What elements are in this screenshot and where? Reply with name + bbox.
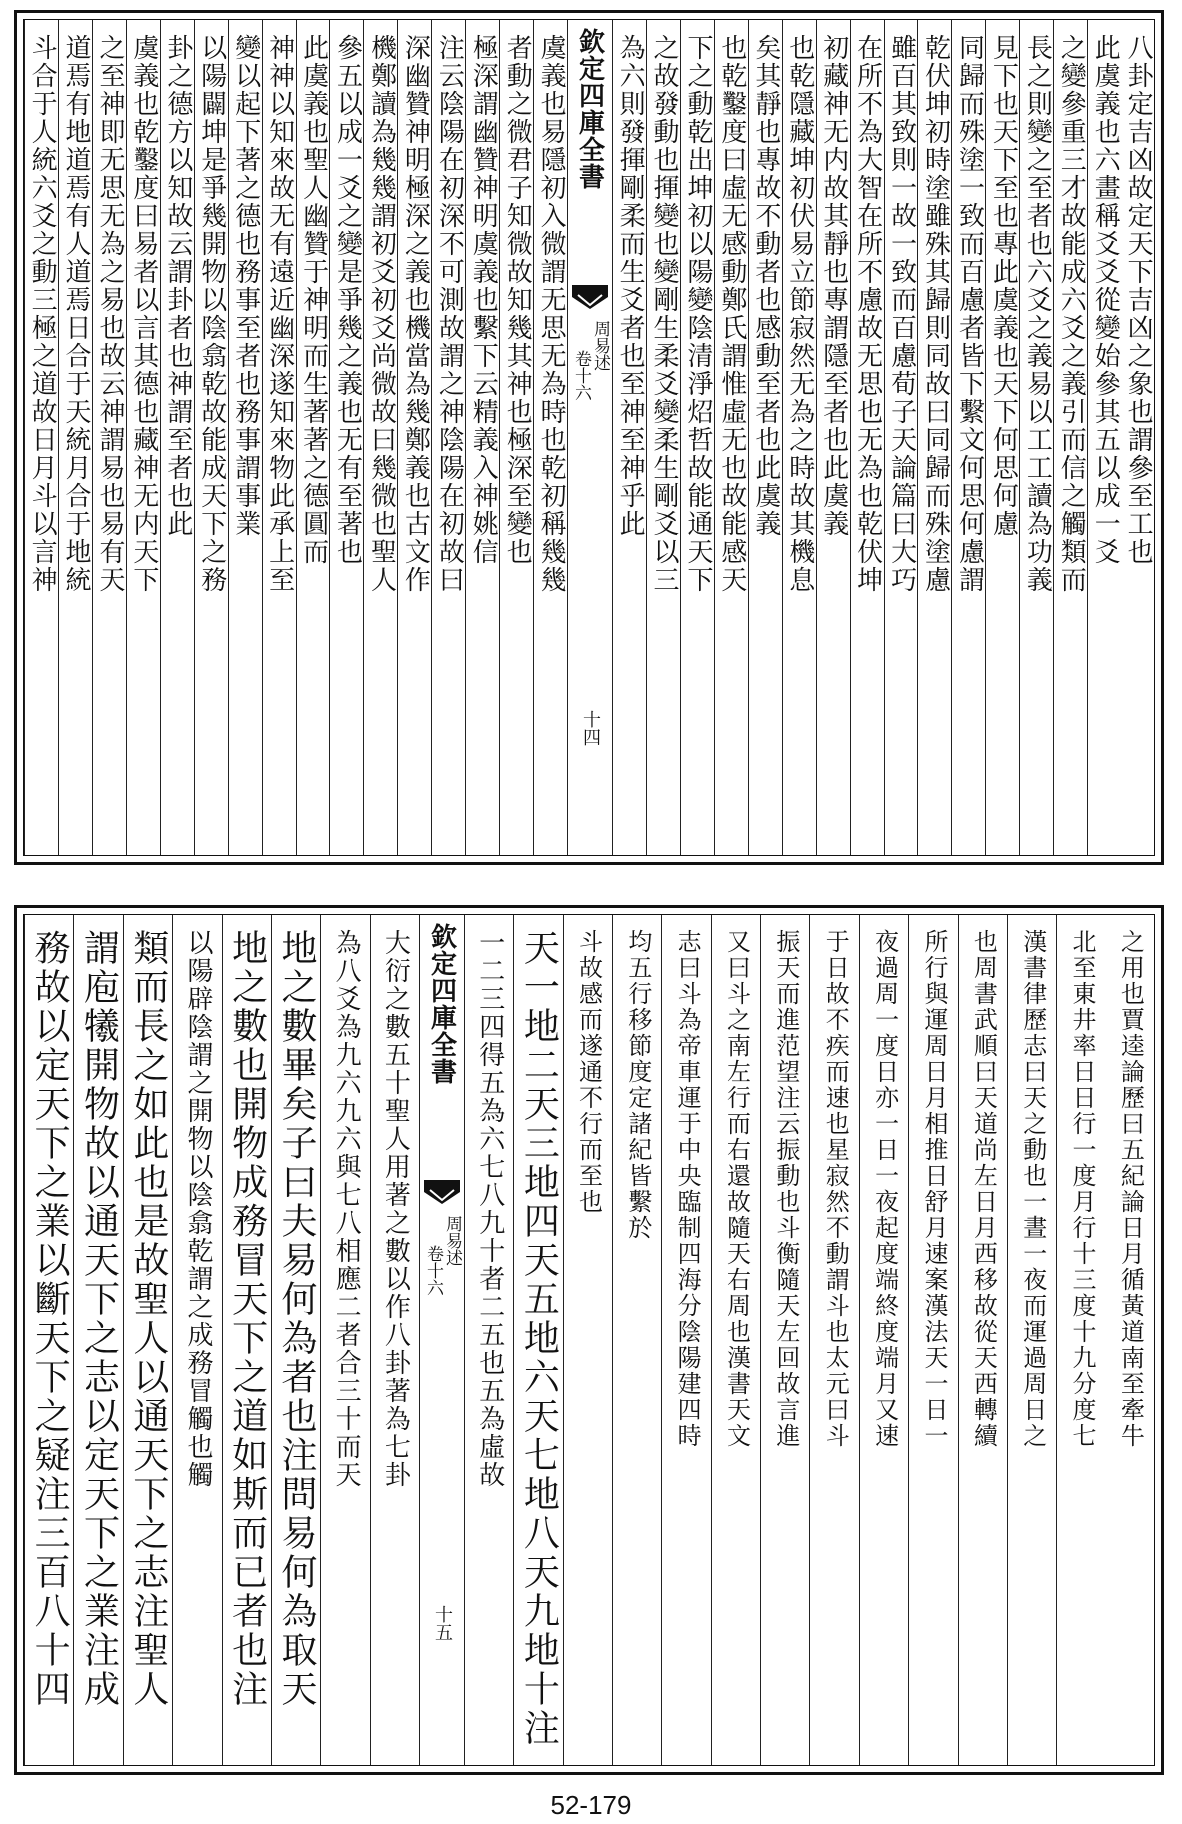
text-column bbox=[329, 20, 363, 855]
text-column bbox=[1121, 20, 1154, 855]
column-text: 機鄭讀為幾幾謂初爻初爻尚微故曰幾微也聖人 bbox=[366, 34, 397, 594]
top-page-frame bbox=[23, 19, 1155, 856]
column-text: 注云陰陽在初深不可測故謂之神陰陽在初故曰 bbox=[434, 34, 465, 594]
column-text: 之用也賈逵論歷曰五紀論日月循黃道南至牽牛 bbox=[1116, 929, 1145, 1449]
column-text: 所行與運周日月相推日舒月速案漢法天一日一 bbox=[919, 929, 948, 1449]
column-text: 矣其靜也專故不動者也感動至者也此虞義 bbox=[750, 34, 781, 538]
column-text: 也乾隱藏坤初伏易立節寂然无為之時故其機息 bbox=[784, 34, 815, 594]
text-column bbox=[782, 20, 816, 855]
text-column bbox=[884, 20, 918, 855]
column-text: 振天而進范望注云振動也斗衡隨天左回故言進 bbox=[771, 929, 800, 1449]
column-text: 以陽闢坤是爭幾開物以陰翕乾故能成天下之務 bbox=[196, 34, 227, 594]
column-text: 北至東井率日日行一度月行十三度十九分度七 bbox=[1068, 929, 1097, 1449]
column-text: 下之動乾出坤初以陽變陰清淨炤哲故能通天下 bbox=[682, 34, 713, 594]
column-text: 為六則發揮剛柔而生爻者也至神至神乎此 bbox=[615, 34, 646, 538]
text-column bbox=[499, 20, 533, 855]
fish-tail-mark-icon bbox=[572, 285, 608, 311]
text-column bbox=[126, 20, 160, 855]
text-column bbox=[370, 915, 419, 1765]
leaf-number: 十四 bbox=[580, 710, 601, 746]
column-text: 斗故感而遂通不行而至也 bbox=[574, 929, 603, 1215]
column-text: 雖百其致則一故一致而百慮荀子天論篇曰大巧 bbox=[886, 34, 917, 594]
text-column bbox=[320, 915, 369, 1765]
column-text: 之至神即无思无為之易也故云神謂易也易有天 bbox=[94, 34, 125, 594]
column-text: 漢書律歷志曰天之動也一晝一夜而運過周日之 bbox=[1018, 929, 1047, 1449]
text-column bbox=[172, 915, 221, 1765]
column-text: 虞義也乾鑿度曰易者以言其德也藏神无内天下 bbox=[128, 34, 159, 594]
text-column bbox=[612, 915, 661, 1765]
text-column bbox=[24, 20, 58, 855]
text-column bbox=[859, 915, 908, 1765]
text-column bbox=[24, 915, 73, 1765]
text-column bbox=[1106, 915, 1154, 1765]
column-text: 見下也天下至也專此虞義也天下何思何慮 bbox=[988, 34, 1019, 538]
text-column bbox=[228, 20, 262, 855]
text-column bbox=[680, 20, 714, 855]
column-text: 在所不為大智在所不慮故无思也无為也乾伏坤 bbox=[852, 34, 883, 594]
column-text: 地之數畢矣子曰夫易何為者也注問易何為取天 bbox=[275, 929, 317, 1709]
text-column bbox=[271, 915, 320, 1765]
text-column bbox=[160, 20, 194, 855]
text-column bbox=[533, 20, 567, 855]
page-footer-number: 52-179 bbox=[550, 1790, 632, 1820]
column-text: 同歸而殊塗一致而百慮者皆下繫文何思何慮謂 bbox=[954, 34, 985, 594]
bottom-page-frame bbox=[23, 914, 1155, 1766]
column-text: 變以起下著之德也務事至者也務事謂事業 bbox=[230, 34, 261, 538]
column-text: 大衍之數五十聖人用著之數以作八卦著為七卦 bbox=[380, 929, 411, 1489]
column-text: 地之數也開物成務冒天下之道如斯而已者也注 bbox=[226, 929, 268, 1709]
column-text: 務故以定天下之業以斷天下之疑注三百八十四 bbox=[29, 929, 71, 1709]
bottom-page bbox=[14, 905, 1164, 1775]
text-column bbox=[646, 20, 680, 855]
top-page-columns bbox=[24, 20, 1154, 855]
center-fold bbox=[567, 20, 612, 855]
text-column bbox=[951, 20, 985, 855]
text-column bbox=[563, 915, 612, 1765]
column-text: 謂庖犧開物故以通天下之志以定天下之業注成 bbox=[78, 929, 120, 1709]
column-text: 長之則變之至者也六爻之義易以工工讀為功義 bbox=[1022, 34, 1053, 594]
column-text: 參五以成一爻之變是爭幾之義也无有至著也 bbox=[332, 34, 363, 566]
text-column bbox=[908, 915, 957, 1765]
column-text: 夜過周一度日亦一日一夜起度端終度端月又速 bbox=[870, 929, 899, 1449]
column-text: 也乾鑿度曰虛无感動鄭氏謂惟虛无也故能感天 bbox=[716, 34, 747, 594]
text-column bbox=[850, 20, 884, 855]
column-text: 神神以知來故无有遠近幽深遂知來物此承上至 bbox=[264, 34, 295, 594]
column-text: 極深謂幽贊神明虞義也繫下云精義入神姚信 bbox=[468, 34, 499, 566]
bottom-page-columns bbox=[24, 915, 1154, 1765]
text-column bbox=[222, 915, 271, 1765]
text-column bbox=[397, 20, 431, 855]
column-text: 道焉有地道焉有人道焉日合于天統月合于地統 bbox=[61, 34, 92, 594]
text-column bbox=[714, 20, 748, 855]
text-column bbox=[194, 20, 228, 855]
column-text: 八卦定吉凶故定天下吉凶之象也謂參至工也 bbox=[1123, 34, 1154, 566]
text-column bbox=[711, 915, 760, 1765]
text-column bbox=[917, 20, 951, 855]
leaf-number: 十五 bbox=[431, 1605, 453, 1641]
text-column bbox=[1019, 20, 1053, 855]
text-column bbox=[1053, 20, 1087, 855]
column-text: 此虞義也聖人幽贊于神明而生著著之德圓而 bbox=[298, 34, 329, 566]
column-text: 者動之微君子知微故知幾其神也極深至變也 bbox=[502, 34, 533, 566]
text-column bbox=[661, 915, 710, 1765]
text-column bbox=[612, 20, 646, 855]
column-text: 也周書武順曰天道尚左日月西移故從天西轉續 bbox=[969, 929, 998, 1449]
text-column bbox=[760, 915, 809, 1765]
column-text: 天一地二天三地四天五地六天七地八天九地十注 bbox=[518, 929, 560, 1748]
column-text: 以陽辟陰謂之開物以陰翕乾謂之成務冒觸也觸 bbox=[182, 929, 213, 1489]
text-column bbox=[1056, 915, 1105, 1765]
text-column bbox=[465, 20, 499, 855]
top-page bbox=[14, 10, 1164, 865]
text-column bbox=[431, 20, 465, 855]
text-column bbox=[1087, 20, 1121, 855]
collection-title: 欽定四庫全書 bbox=[574, 28, 605, 190]
column-text: 志曰斗為帝車運于中央臨制四海分陰陽建四時 bbox=[673, 929, 702, 1449]
column-text: 均五行移節度定諸紀皆繫於 bbox=[623, 929, 652, 1241]
text-column bbox=[513, 915, 562, 1765]
text-column bbox=[73, 915, 122, 1765]
column-text: 此虞義也六畫稱爻爻從變始參其五以成一爻 bbox=[1090, 34, 1121, 566]
column-text: 又曰斗之南左行而右還故隨天右周也漢書天文 bbox=[722, 929, 751, 1449]
column-text: 之變參重三才故能成六爻之義引而信之觸類而 bbox=[1056, 34, 1087, 594]
collection-title: 欽定四庫全書 bbox=[426, 923, 457, 1085]
text-column bbox=[123, 915, 172, 1765]
center-fold bbox=[419, 915, 464, 1765]
text-column bbox=[985, 20, 1019, 855]
column-text: 類而長之如此也是故聖人以通天下之志注聖人 bbox=[127, 929, 169, 1709]
column-text: 深幽贊神明極深之義也機當為幾鄭義也古文作 bbox=[400, 34, 431, 594]
column-text: 于日故不疾而速也星寂然不動謂斗也太元曰斗 bbox=[821, 929, 850, 1449]
text-column bbox=[92, 20, 126, 855]
column-text: 斗合于人統六爻之動三極之道故日月斗以言神 bbox=[27, 34, 58, 594]
book-title: 周易述 bbox=[441, 1215, 462, 1266]
volume-label: 卷十六 bbox=[422, 1245, 443, 1296]
text-column bbox=[464, 915, 513, 1765]
text-column bbox=[58, 20, 92, 855]
column-text: 虞義也易隱初入微謂无思无為時也乾初稱幾幾 bbox=[536, 34, 567, 594]
text-column bbox=[816, 20, 850, 855]
text-column bbox=[363, 20, 397, 855]
text-column bbox=[1007, 915, 1056, 1765]
text-column bbox=[958, 915, 1007, 1765]
column-text: 之故發動也揮變也變剛生柔爻變柔生剛爻以三 bbox=[649, 34, 680, 594]
column-text: 一二三四得五為六七八九十者二五也五為虛故 bbox=[474, 929, 505, 1489]
book-title: 周易述 bbox=[590, 320, 610, 371]
volume-label: 卷十六 bbox=[571, 350, 591, 401]
column-text: 為八爻為九六九六與七八相應二者合三十而天 bbox=[331, 929, 362, 1489]
column-text: 初藏神无内故其靜也專謂隱至者也此虞義 bbox=[818, 34, 849, 538]
text-column bbox=[809, 915, 858, 1765]
column-text: 乾伏坤初時塗雖殊其歸則同故曰同歸而殊塗慮 bbox=[920, 34, 951, 594]
column-text: 卦之德方以知故云謂卦者也神謂至者也此 bbox=[162, 34, 193, 538]
text-column bbox=[262, 20, 296, 855]
text-column bbox=[748, 20, 782, 855]
text-column bbox=[296, 20, 330, 855]
fish-tail-mark-icon bbox=[424, 1180, 460, 1206]
